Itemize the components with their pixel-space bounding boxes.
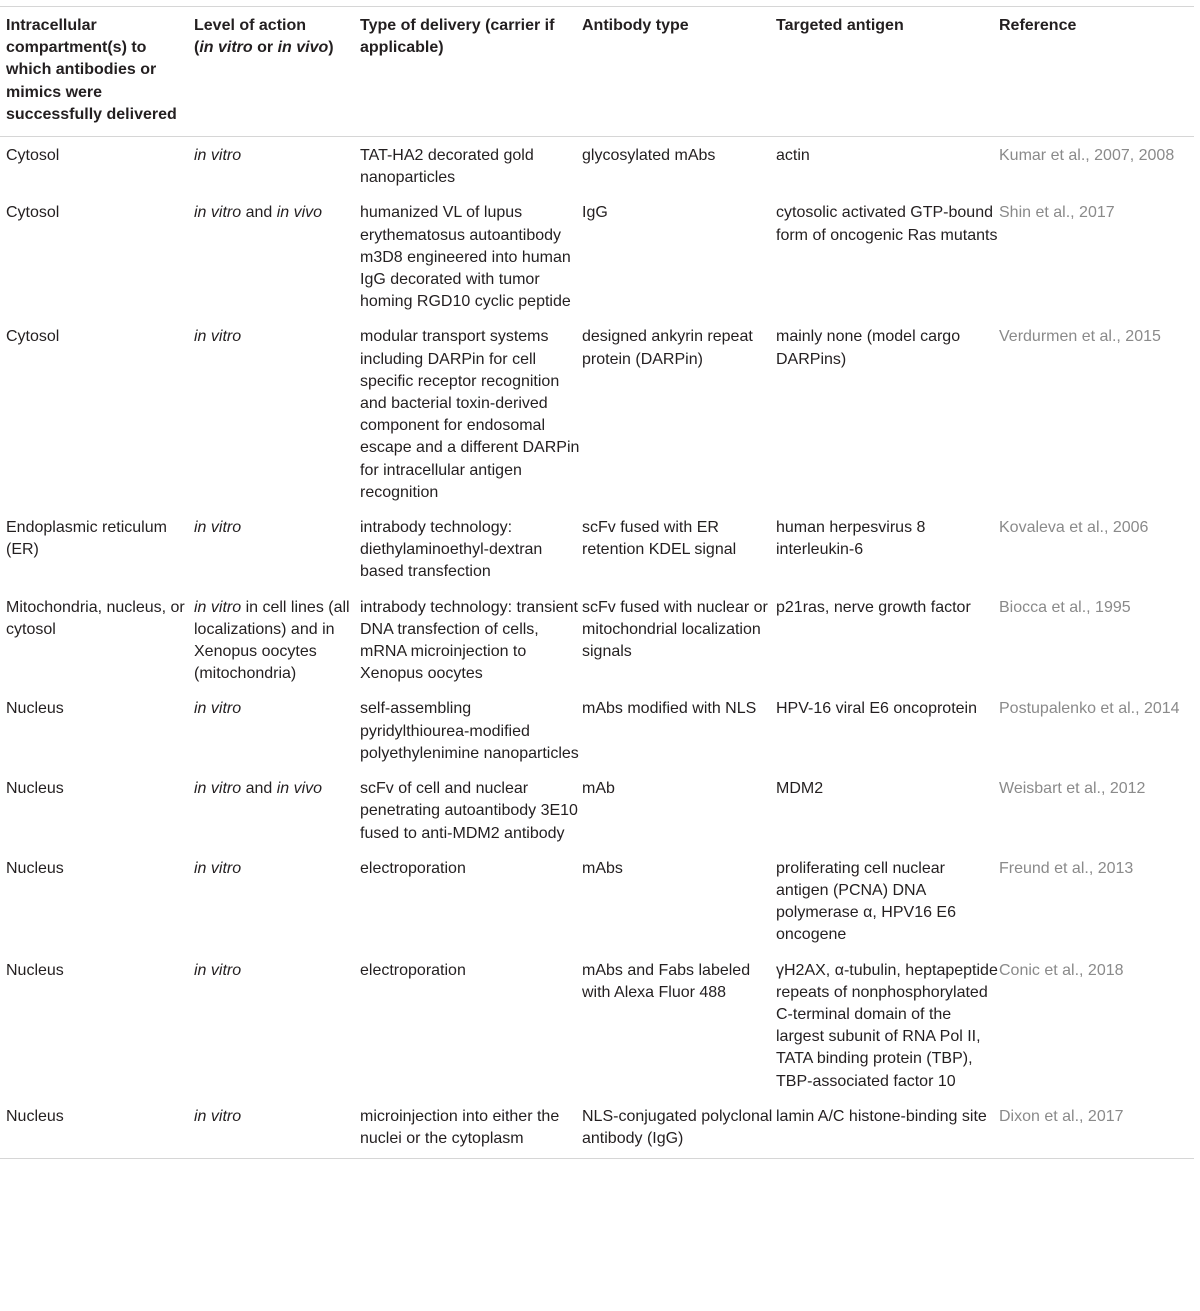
cell-targeted-antigen: actin bbox=[776, 147, 810, 165]
cell-level-part-a: in vitro bbox=[194, 519, 242, 537]
cell-targeted-antigen: cytosolic activated GTP-bound form of oncogenic Ras mutants bbox=[776, 204, 998, 244]
cell-reference: Kumar et al., 2007, 2008 bbox=[999, 147, 1175, 165]
cell-level-part-c: in vivo bbox=[276, 204, 323, 222]
header-level-label: Level of action bbox=[194, 17, 307, 34]
cell-delivery: modular transport systems including DARPin for cell specific receptor recognition and bacterial toxin-derived component for endosomal escape and a different DARPin for intracellular antigen recognition bbox=[360, 328, 580, 501]
cell-antibody-type: scFv fused with ER retention KDEL signal bbox=[582, 519, 737, 559]
cell-level bbox=[194, 194, 360, 318]
cell-level bbox=[194, 1098, 360, 1159]
cell-reference: Weisbart et al., 2012 bbox=[999, 780, 1146, 798]
cell-level bbox=[194, 690, 360, 770]
cell-antibody-type: mAbs bbox=[582, 859, 623, 877]
cell-delivery: electroporation bbox=[360, 961, 466, 979]
cell-compartment: Nucleus bbox=[6, 780, 64, 798]
cell-targeted-antigen: human herpesvirus 8 interleukin-6 bbox=[776, 519, 926, 559]
header-antibody-type: Antibody type bbox=[582, 7, 776, 137]
header-compartment: Intracellular compartment(s) to which antibodies or mimics were successfully delivered bbox=[0, 7, 194, 137]
header-delivery: Type of delivery (carrier if applicable) bbox=[360, 7, 582, 137]
cell-delivery: microinjection into either the nuclei or the cytoplasm bbox=[360, 1098, 582, 1159]
cell-delivery: scFv of cell and nuclear penetrating autoantibody 3E10 fused to anti-MDM2 antibody bbox=[360, 780, 578, 842]
cell-compartment: Nucleus bbox=[6, 961, 64, 979]
cell-level bbox=[194, 509, 360, 589]
cell-compartment: Endoplasmic reticulum (ER) bbox=[6, 519, 167, 559]
cell-level-part-a: in vitro bbox=[194, 147, 242, 165]
cell-targeted-antigen: HPV-16 viral E6 oncoprotein bbox=[776, 700, 977, 718]
header-level-in-vivo: in vivo bbox=[277, 39, 329, 57]
cell-level-part-b: in cell lines (all localizations) and in Xenopus oocytes (mitochondria) bbox=[194, 598, 350, 683]
header-level-paren-open: ( bbox=[194, 39, 200, 57]
cell-level-part-c: in vivo bbox=[276, 780, 323, 798]
header-level-paren-close: ) bbox=[328, 39, 334, 57]
table-row bbox=[0, 952, 1194, 1098]
table-row bbox=[0, 509, 1194, 589]
cell-reference: Shin et al., 2017 bbox=[999, 204, 1115, 222]
cell-level-part-a: in vitro bbox=[194, 780, 242, 798]
table-row bbox=[0, 770, 1194, 850]
table-row bbox=[0, 137, 1194, 195]
cell-reference: Kovaleva et al., 2006 bbox=[999, 519, 1149, 537]
cell-reference: Postupalenko et al., 2014 bbox=[999, 700, 1180, 718]
header-reference: Reference bbox=[999, 7, 1194, 137]
cell-level-part-a: in vitro bbox=[194, 859, 242, 877]
cell-targeted-antigen: lamin A/C histone-binding site bbox=[776, 1098, 999, 1159]
antibody-delivery-table bbox=[0, 7, 1194, 1159]
cell-targeted-antigen: MDM2 bbox=[776, 780, 824, 798]
cell-level-part-b: and bbox=[241, 780, 277, 798]
cell-level-part-a: in vitro bbox=[194, 700, 242, 718]
header-targeted-antigen: Targeted antigen bbox=[776, 7, 999, 137]
cell-delivery: electroporation bbox=[360, 859, 466, 877]
cell-targeted-antigen: proliferating cell nuclear antigen (PCNA) DNA polymerase α, HPV16 E6 oncogene bbox=[776, 859, 956, 944]
header-level-or: or bbox=[252, 39, 278, 57]
cell-level-part-a: in vitro bbox=[194, 328, 242, 346]
cell-level bbox=[194, 318, 360, 509]
cell-targeted-antigen: γH2AX, α-tubulin, heptapeptide repeats of nonphosphorylated C-terminal domain of the largest subunit of RNA Pol II, TATA binding protein (TBP), TBP-associated factor 10 bbox=[776, 961, 998, 1090]
header-level bbox=[194, 7, 360, 137]
cell-reference: Dixon et al., 2017 bbox=[999, 1098, 1194, 1159]
cell-delivery: intrabody technology: diethylaminoethyl-dextran based transfection bbox=[360, 519, 543, 581]
cell-level bbox=[194, 137, 360, 195]
table-row bbox=[0, 318, 1194, 509]
cell-delivery: TAT-HA2 decorated gold nanoparticles bbox=[360, 147, 534, 187]
cell-antibody-type: mAbs and Fabs labeled with Alexa Fluor 488 bbox=[582, 961, 751, 1001]
cell-level-part-b: and bbox=[241, 204, 277, 222]
cell-targeted-antigen: mainly none (model cargo DARPins) bbox=[776, 328, 961, 368]
cell-compartment: Mitochondria, nucleus, or cytosol bbox=[6, 598, 185, 638]
table-row bbox=[0, 589, 1194, 691]
cell-compartment: Nucleus bbox=[0, 1098, 194, 1159]
cell-antibody-type: IgG bbox=[582, 204, 608, 222]
cell-level-part-a: in vitro bbox=[194, 961, 242, 979]
cell-compartment: Cytosol bbox=[6, 147, 60, 165]
cell-reference: Conic et al., 2018 bbox=[999, 961, 1124, 979]
cell-level bbox=[194, 770, 360, 850]
cell-antibody-type: mAbs modified with NLS bbox=[582, 700, 757, 718]
cell-level-part-a: in vitro bbox=[194, 1107, 242, 1125]
cell-compartment: Nucleus bbox=[6, 859, 64, 877]
cell-targeted-antigen: p21ras, nerve growth factor bbox=[776, 598, 971, 616]
cell-delivery: self-assembling pyridylthiourea-modified polyethylenimine nanoparticles bbox=[360, 700, 579, 762]
cell-antibody-type: scFv fused with nuclear or mitochondrial localization signals bbox=[582, 598, 768, 661]
cell-antibody-type: designed ankyrin repeat protein (DARPin) bbox=[582, 328, 753, 368]
cell-antibody-type: mAb bbox=[582, 780, 615, 798]
cell-level bbox=[194, 952, 360, 1098]
cell-reference: Verdurmen et al., 2015 bbox=[999, 328, 1161, 346]
cell-antibody-type: NLS-conjugated polyclonal antibody (IgG) bbox=[582, 1098, 776, 1159]
cell-level-part-a: in vitro bbox=[194, 204, 242, 222]
cell-level bbox=[194, 850, 360, 952]
table-row bbox=[0, 850, 1194, 952]
table-row bbox=[0, 1098, 1194, 1159]
cell-compartment: Nucleus bbox=[6, 700, 64, 718]
cell-reference: Freund et al., 2013 bbox=[999, 859, 1134, 877]
header-row bbox=[0, 7, 1194, 137]
cell-level bbox=[194, 589, 360, 691]
cell-level-part-a: in vitro bbox=[194, 598, 242, 616]
cell-compartment: Cytosol bbox=[6, 328, 60, 346]
table-row bbox=[0, 194, 1194, 318]
cell-delivery: intrabody technology: transient DNA transfection of cells, mRNA microinjection to Xenopus oocytes bbox=[360, 598, 578, 683]
table-row bbox=[0, 690, 1194, 770]
header-level-in-vitro: in vitro bbox=[199, 39, 253, 57]
cell-delivery: humanized VL of lupus erythematosus autoantibody m3D8 engineered into human IgG decorated with tumor homing RGD10 cyclic peptide bbox=[360, 204, 571, 311]
cell-reference: Biocca et al., 1995 bbox=[999, 598, 1131, 616]
cell-compartment: Cytosol bbox=[6, 204, 60, 222]
cell-antibody-type: glycosylated mAbs bbox=[582, 147, 716, 165]
